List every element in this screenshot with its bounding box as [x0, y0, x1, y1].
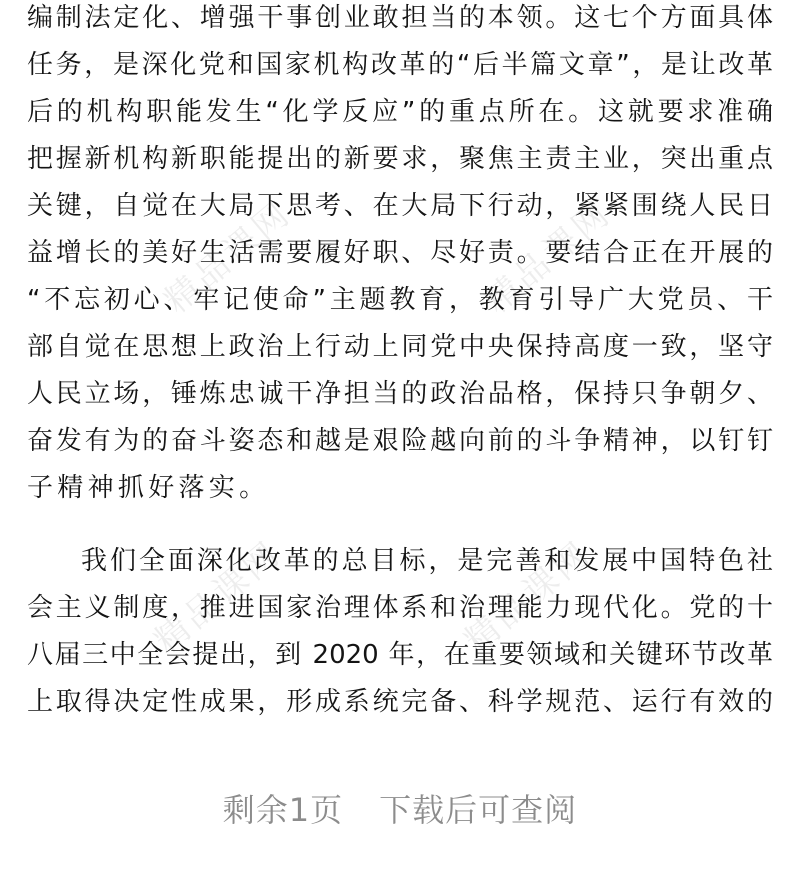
download-prompt[interactable]	[0, 782, 800, 838]
text-line: 把握新机构新职能提出的新要求，聚焦主责主业，突出重点	[27, 144, 773, 174]
watermark: 精品课网	[457, 533, 600, 662]
text-line: “不忘初心、牢记使命”主题教育，教育引导广大党员、干	[27, 285, 773, 315]
text-line: 任务，是深化党和国家机构改革的“后半篇文章”，是让改革	[27, 50, 773, 80]
text-line: 益增长的美好生活需要履好职、尽好责。要结合正在开展的	[27, 238, 773, 268]
text-line: 关键，自觉在大局下思考、在大局下行动，紧紧围绕人民日	[27, 191, 773, 221]
text-line: 我们全面深化改革的总目标，是完善和发展中国特色社	[81, 546, 773, 576]
watermark: 精品课网	[157, 193, 300, 322]
text-line: 子精神抓好落实。	[27, 473, 270, 503]
text-line: 部自觉在思想上政治上行动上同党中央保持高度一致，坚守	[27, 332, 773, 362]
text-line: 奋发有为的奋斗姿态和越是艰险越向前的斗争精神，以钉钉	[27, 426, 773, 456]
text-line: 后的机构职能发生“化学反应”的重点所在。这就要求准确	[27, 97, 773, 127]
watermark: 精品课网	[147, 533, 290, 662]
text-line: 人民立场，锤炼忠诚干净担当的政治品格，保持只争朝夕、	[27, 379, 773, 409]
text-line: 八届三中全会提出，到 2020 年，在重要领域和关键环节改革	[27, 640, 773, 670]
text-line: 会主义制度，推进国家治理体系和治理能力现代化。党的十	[27, 593, 773, 623]
remaining-pages-label: 剩余1页	[222, 791, 344, 829]
download-to-view-label: 下载后可查阅	[379, 791, 578, 829]
watermark: 精品课网	[477, 193, 620, 322]
text-line: 编制法定化、增强干事创业敢担当的本领。这七个方面具体	[27, 3, 773, 33]
text-line: 上取得决定性成果，形成系统完备、科学规范、运行有效的	[27, 687, 773, 717]
